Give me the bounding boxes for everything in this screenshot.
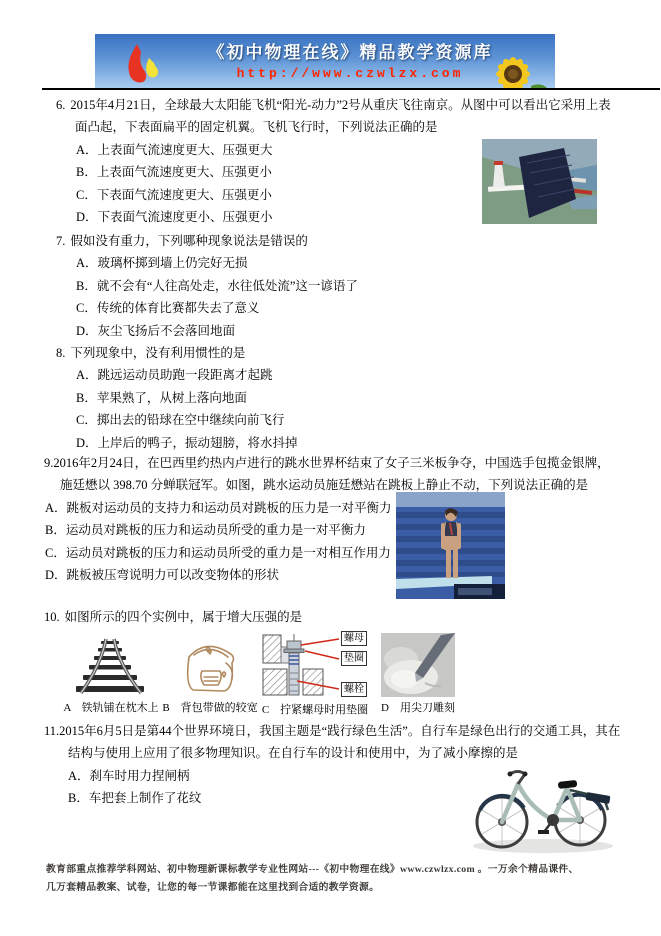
backpack-image [174, 633, 246, 697]
banner-title: 《初中物理在线》精品教学资源库 [207, 43, 493, 62]
banner-text [185, 38, 515, 81]
option-b: B．上表面气流速度更大、压强更小 [76, 165, 272, 180]
option-d: D．上岸后的鸭子，振动翅膀，将水抖掉 [76, 435, 298, 450]
option-a: A．跳板对运动员的支持力和运动员对跳板的压力是一对平衡力 [45, 500, 392, 515]
option-d: D．下表面气流速度更小、压强更小 [76, 210, 273, 225]
flame-logo-icon [117, 42, 169, 86]
question-stem: 8. 下列现象中，没有利用惯性的是 [56, 346, 246, 360]
options [44, 497, 622, 587]
option-b: B．运动员对跳板的压力和运动员所受的重力是一对平衡力 [45, 523, 366, 538]
option-c: C．下表面气流速度更大、压强更小 [76, 187, 272, 202]
option-a: A．玻璃杯掷到墙上仍完好无损 [76, 256, 248, 271]
question-stem: 6. 2015年4月21日，全球最大太阳能飞机“阳光-动力”2号从重庆飞往南京。从图中可以看出它采用上表面凸起，下表面扁平的固定机翼。飞机飞行时，下列说法正确的是 [56, 98, 611, 135]
figure-caption: A 铁轨铺在枕木上 [63, 702, 159, 715]
banner-url: http://www.czwlzx.com [236, 66, 464, 81]
question-number: 7. [56, 234, 66, 248]
solar-airplane-image [482, 139, 597, 224]
bicycle-image [458, 758, 622, 856]
bolt-diagram [261, 633, 369, 699]
label-washer: 垫圈 [341, 651, 367, 666]
label-bolt: 螺栓 [341, 682, 367, 697]
figure-caption: C 拧紧螺母时用垫圈 [261, 704, 369, 717]
question-stem: 10. 如图所示的四个实例中，属于增大压强的是 [44, 610, 303, 624]
option-d: D．灰尘飞扬后不会落回地面 [76, 323, 236, 338]
sunflower-icon [483, 44, 553, 88]
header-divider [42, 88, 660, 90]
question-stem: 11.2015年6月5日是第44个世界环境日，我国主题是“践行绿色生活”。自行车是绿色出行的交通工具，其在结构与使用上应用了很多物理知识。在自行车的设计和使用中，为了减小摩擦的是 [44, 724, 621, 761]
question-9 [44, 452, 622, 586]
option-c: C．运动员对跳板的压力和运动员所受的重力是一对相互作用力 [45, 545, 391, 560]
railway-tracks-image [71, 633, 151, 697]
question-8 [56, 342, 618, 454]
figure-bolt-washer [260, 633, 370, 717]
option-a: A．刹车时用力捏闸柄 [68, 768, 190, 783]
figure-backpack [164, 633, 256, 717]
question-7 [56, 230, 618, 342]
option-b: B．就不会有“人往高处走，水往低处流”这一谚语了 [76, 278, 358, 293]
option-b: B．苹果熟了，从树上落向地面 [76, 390, 247, 405]
question-stem: 7. 假如没有重力，下列哪种现象说法是错误的 [56, 234, 308, 248]
option-b: B．车把套上制作了花纹 [68, 791, 202, 806]
figure-caption: B 背包带做的较宽 [162, 702, 258, 715]
option-d: D．跳板被压弯说明力可以改变物体的形状 [45, 568, 280, 583]
options [56, 364, 618, 454]
question-number: 6. [56, 98, 66, 112]
diver-image [396, 492, 505, 599]
option-a: A．上表面气流速度更大、压强更大 [76, 142, 273, 157]
figure-carving [374, 633, 462, 717]
knife-carving-image [381, 633, 455, 697]
question-number: 11. [44, 724, 60, 738]
question-number: 8. [56, 346, 66, 360]
figure-railway [62, 633, 160, 717]
footer-line-2: 几万套精品教案、试卷，让您的每一节课都能在这里找到合适的教学资源。 [46, 882, 380, 893]
question-stem: 9.2016年2月24日，在巴西里约热内卢进行的跳水世界杯结束了女子三米板争夺，中国选手包揽金银牌，施廷懋以 398.70 分蝉联冠军。如图，跳水运动员施廷懋站在跳板上静止不动，下列说法正确的是 [44, 456, 610, 493]
figure-caption: D 用尖刀雕刻 [381, 702, 455, 715]
site-banner [95, 34, 555, 88]
label-nut: 螺母 [341, 631, 367, 646]
question-number: 9. [44, 456, 54, 470]
page-footer [46, 861, 624, 897]
question-number: 10. [44, 610, 60, 624]
option-a: A．跳远运动员助跑一段距离才起跳 [76, 368, 273, 383]
footer-line-1: 教育部重点推荐学科网站、初中物理新课标教学专业性网站---《初中物理在线》www.czwlzx.com 。一万余个精品课件、 [46, 864, 579, 875]
options [56, 252, 618, 342]
option-c: C．掷出去的铅球在空中继续向前飞行 [76, 413, 285, 428]
figure-row [62, 633, 622, 717]
question-10 [44, 606, 622, 717]
option-c: C．传统的体育比赛都失去了意义 [76, 301, 260, 316]
